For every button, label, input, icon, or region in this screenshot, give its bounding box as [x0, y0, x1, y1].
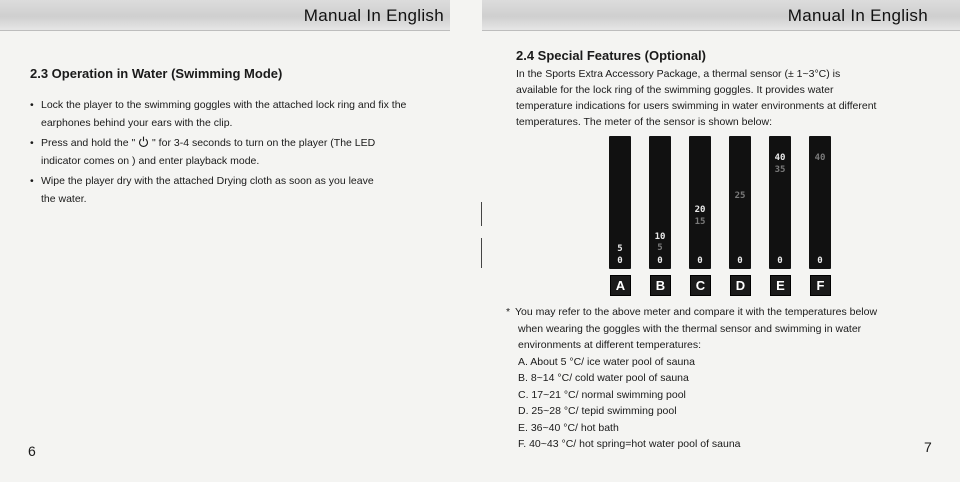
meter-c-reading-0: 0 [697, 256, 703, 266]
power-icon [138, 136, 149, 148]
meter-a-reading-5: 5 [617, 244, 623, 254]
intro-line: temperatures. The meter of the sensor is shown below: [516, 116, 773, 128]
meter-c-reading-20: 20 [694, 205, 706, 215]
meter-d-reading-25: 25 [734, 191, 746, 201]
meter-e-reading-35: 35 [774, 165, 786, 175]
bullet-line: indicator comes on ) and enter playback mode. [41, 155, 260, 167]
bullet-power-on [30, 134, 450, 170]
intro-paragraph [516, 66, 946, 130]
bullet-line: earphones behind your ears with the clip. [41, 117, 233, 129]
note-star: * [506, 306, 511, 318]
meter-f-reading-0: 0 [817, 256, 823, 266]
meter-f-reading-40: 40 [814, 153, 826, 163]
bullet-line: " for 3-4 seconds to turn on the player (The LED [149, 137, 376, 149]
note-line: when wearing the goggles with the thermal sensor and swimming in water [518, 322, 862, 335]
bullet-line: Wipe the player dry with the attached Drying cloth as soon as you leave [41, 175, 374, 187]
meter-label-c: C [690, 275, 711, 296]
section-title-2-3: 2.3 Operation in Water (Swimming Mode) [30, 66, 283, 81]
meter-bar-d [729, 136, 751, 269]
meter-label-b: B [650, 275, 671, 296]
meter-d-reading-0: 0 [737, 256, 743, 266]
temp-item-c: C. 17~21 °C/ normal swimming pool [518, 388, 686, 401]
temperature-note [506, 304, 946, 453]
left-header-title: Manual In English [303, 6, 444, 25]
note-line: environments at different temperatures: [518, 339, 702, 351]
bullet-line: Lock the player to the swimming goggles with the attached lock ring and fix the [41, 99, 407, 111]
temp-item-f: F. 40~43 °C/ hot spring=hot water pool of sauna [518, 438, 741, 450]
thermal-meter-figure [609, 136, 833, 296]
meter-bar-c [689, 136, 711, 269]
intro-line: available for the lock ring of the swimming goggles. It provides water [516, 84, 834, 96]
left-header-bar [0, 0, 450, 31]
bullet-line: the water. [41, 193, 87, 205]
left-page [0, 0, 478, 482]
temp-item-a: A. About 5 °C/ ice water pool of sauna [518, 355, 695, 368]
meter-b-reading-10: 10 [654, 232, 666, 242]
note-body [515, 304, 946, 453]
right-header-title: Manual In English [787, 6, 928, 25]
meter-label-a: A [610, 275, 631, 296]
meter-a-reading-0: 0 [617, 256, 623, 266]
temp-item-d: D. 25~28 °C/ tepid swimming pool [518, 405, 677, 417]
bullet-lock-player [30, 96, 450, 132]
meter-label-d: D [730, 275, 751, 296]
intro-line: In the Sports Extra Accessory Package, a thermal sensor (± 1~3°C) is [516, 68, 841, 80]
temp-item-b: B. 8~14 °C/ cold water pool of sauna [518, 372, 689, 384]
meter-b-reading-0: 0 [657, 256, 663, 266]
temp-item-e: E. 36~40 °C/ hot bath [518, 421, 619, 434]
intro-line: temperature indications for users swimming in water environments at different [516, 100, 877, 112]
meter-label-f: F [810, 275, 831, 296]
right-page [482, 0, 960, 482]
section-title-2-4: 2.4 Special Features (Optional) [516, 48, 706, 63]
meter-b-reading-5: 5 [657, 243, 663, 253]
bullet-line: Press and hold the " [41, 137, 139, 149]
meter-c-reading-15: 15 [694, 217, 706, 227]
meter-label-e: E [770, 275, 791, 296]
meter-e-reading-0: 0 [777, 256, 783, 266]
bullet-wipe-dry [30, 172, 450, 208]
meter-e-reading-40: 40 [774, 153, 786, 163]
left-page-number: 6 [28, 443, 36, 459]
operation-bullets [30, 96, 450, 210]
note-line: You may refer to the above meter and compare it with the temperatures below [515, 306, 878, 318]
right-header-bar [482, 0, 960, 31]
right-page-number: 7 [924, 439, 932, 455]
